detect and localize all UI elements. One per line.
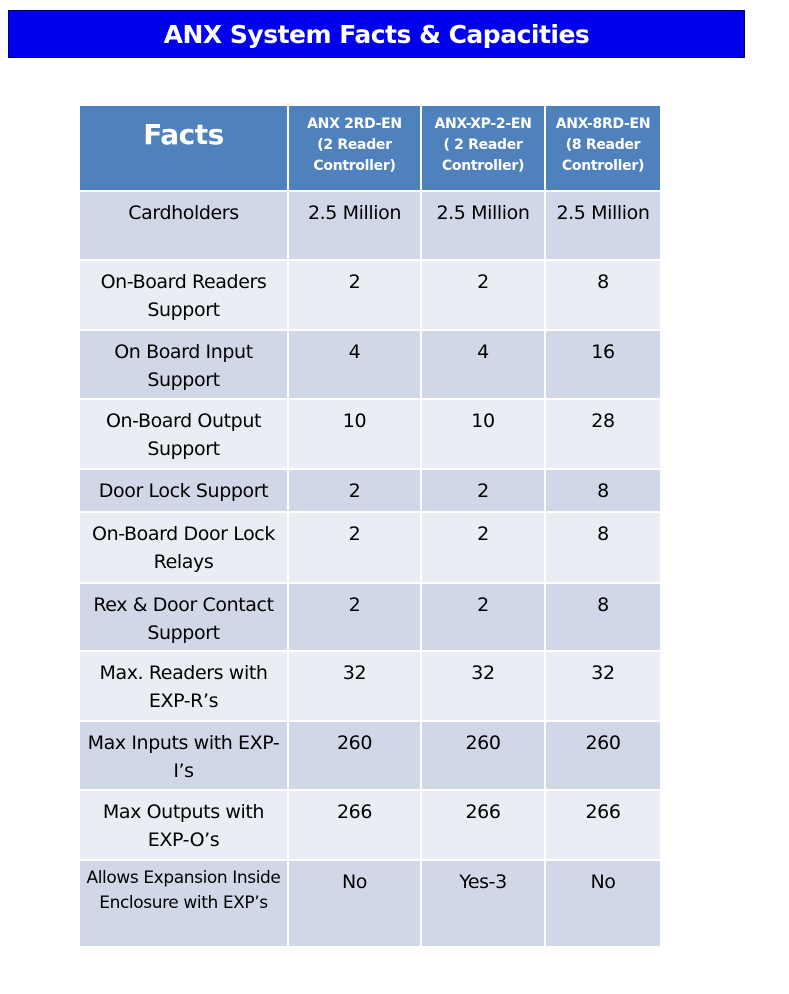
header-line: (2 Reader: [317, 137, 392, 153]
fact-value: 2: [421, 260, 545, 330]
fact-label: Max Outputs with EXP-O’s: [79, 790, 288, 860]
fact-value: 28: [545, 399, 661, 469]
table-row: [79, 721, 661, 790]
fact-value: 8: [545, 583, 661, 651]
table-row: [79, 583, 661, 651]
header-anx-2rd-en: [288, 105, 421, 191]
fact-label: Allows Expansion Inside Enclosure with EXP’s: [79, 860, 288, 947]
fact-value: 2: [421, 583, 545, 651]
fact-value: 266: [421, 790, 545, 860]
fact-label: Cardholders: [79, 191, 288, 260]
fact-value: No: [545, 860, 661, 947]
fact-value: 260: [421, 721, 545, 790]
header-line: Controller): [313, 158, 396, 174]
fact-value: 2: [288, 512, 421, 583]
fact-value: 8: [545, 469, 661, 512]
page-title: ANX System Facts & Capacities: [163, 19, 590, 49]
fact-value: 260: [545, 721, 661, 790]
table-row: [79, 469, 661, 512]
fact-value: 266: [545, 790, 661, 860]
table-row: [79, 512, 661, 583]
fact-value: 2.5 Million: [421, 191, 545, 260]
header-line: ANX-XP-2-EN: [434, 116, 532, 132]
header-line: Controller): [441, 158, 525, 174]
fact-value: 32: [288, 651, 421, 721]
header-line: ANX 2RD-EN: [307, 116, 402, 132]
fact-label: On-Board Door Lock Relays: [79, 512, 288, 583]
table-row: [79, 860, 661, 947]
table-row: [79, 330, 661, 399]
fact-value: 10: [421, 399, 545, 469]
fact-value: No: [288, 860, 421, 947]
fact-value: 32: [545, 651, 661, 721]
header-line: (8 Reader: [565, 137, 641, 153]
table-row: [79, 651, 661, 721]
facts-table: [78, 104, 662, 948]
fact-value: 2: [421, 469, 545, 512]
fact-value: Yes-3: [421, 860, 545, 947]
header-line: ANX-8RD-EN: [555, 116, 651, 132]
header-anx-xp-2-en: [421, 105, 545, 191]
table-row: [79, 790, 661, 860]
header-row: [79, 105, 661, 191]
fact-value: 4: [288, 330, 421, 399]
fact-value: 16: [545, 330, 661, 399]
fact-value: 8: [545, 260, 661, 330]
fact-label: Door Lock Support: [79, 469, 288, 512]
fact-value: 32: [421, 651, 545, 721]
fact-value: 2: [288, 469, 421, 512]
fact-label: On-Board Output Support: [79, 399, 288, 469]
fact-value: 2: [288, 583, 421, 651]
table-header: [79, 105, 661, 191]
fact-value: 266: [288, 790, 421, 860]
table-body: [79, 191, 661, 947]
fact-label: Max. Readers with EXP-R’s: [79, 651, 288, 721]
header-anx-8rd-en: [545, 105, 661, 191]
fact-value: 2.5 Million: [545, 191, 661, 260]
table-row: [79, 399, 661, 469]
fact-value: 10: [288, 399, 421, 469]
title-banner: [8, 10, 745, 58]
header-line: ( 2 Reader: [443, 137, 523, 153]
header-line: Controller): [561, 158, 645, 174]
fact-value: 4: [421, 330, 545, 399]
fact-value: 2.5 Million: [288, 191, 421, 260]
header-facts: Facts: [79, 105, 288, 191]
fact-value: 8: [545, 512, 661, 583]
fact-value: 2: [288, 260, 421, 330]
fact-label: Rex & Door Contact Support: [79, 583, 288, 651]
fact-label: Max Inputs with EXP-I’s: [79, 721, 288, 790]
fact-value: 260: [288, 721, 421, 790]
table-row: [79, 191, 661, 260]
fact-label: On Board Input Support: [79, 330, 288, 399]
table-row: [79, 260, 661, 330]
fact-value: 2: [421, 512, 545, 583]
fact-label: On-Board Readers Support: [79, 260, 288, 330]
